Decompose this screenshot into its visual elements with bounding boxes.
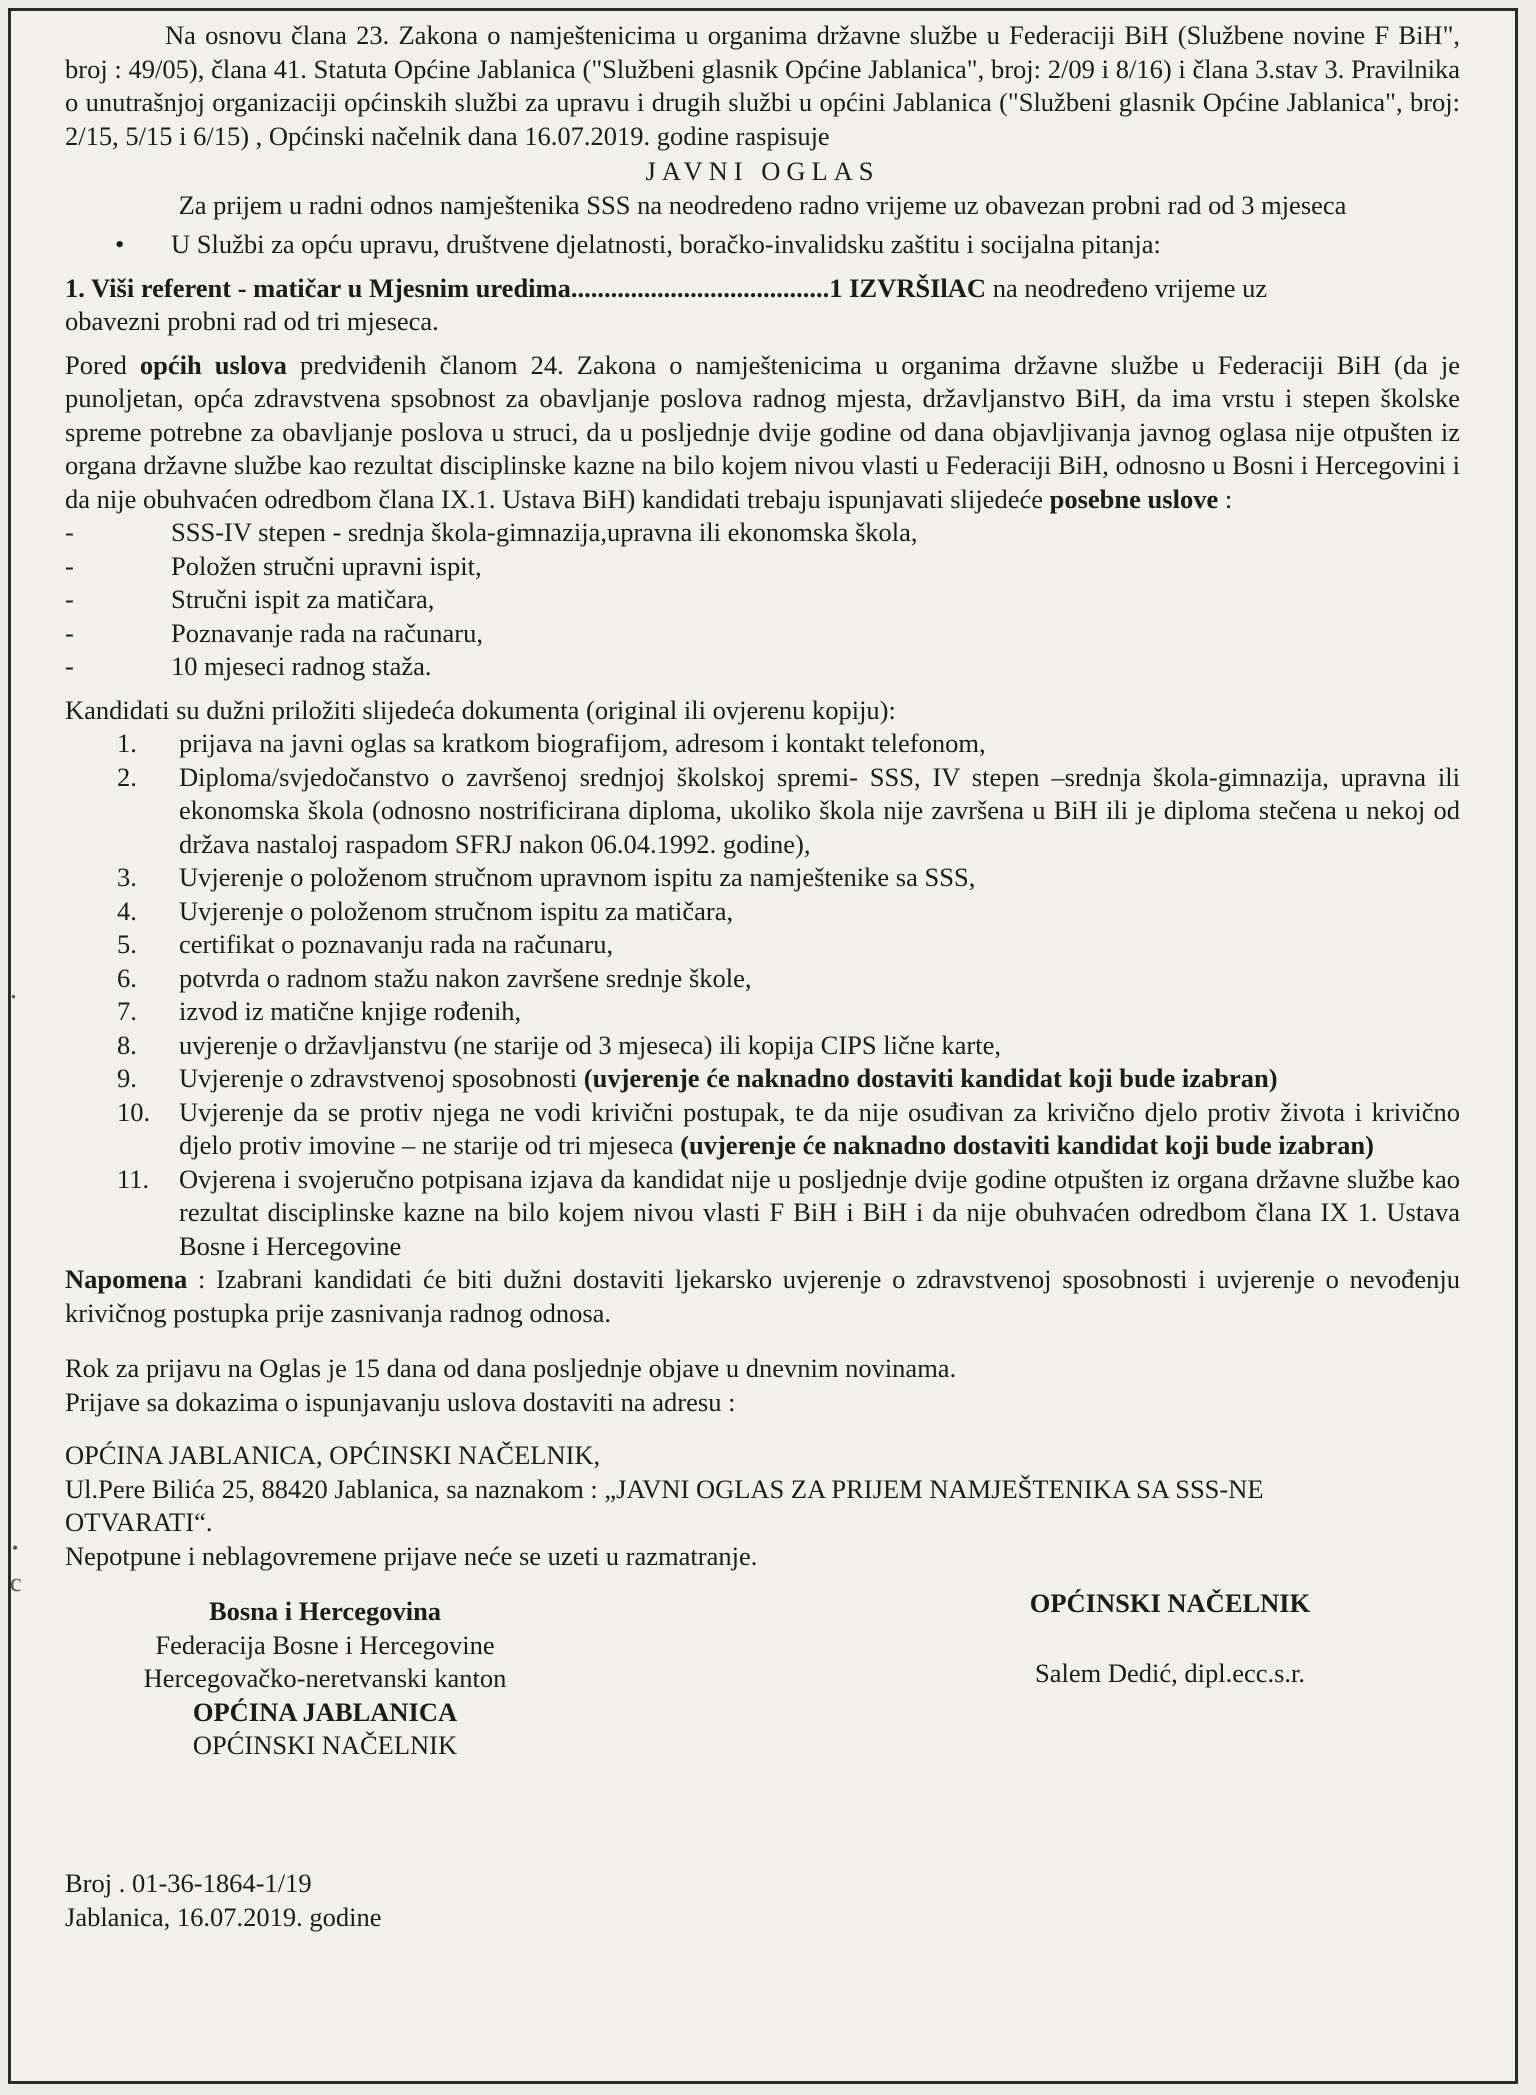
conditions-pre: Pored: [65, 349, 140, 380]
list-item: [65, 1163, 1460, 1264]
address-line-2: Ul.Pere Bilića 25, 88420 Jablanica, sa naznakom : „JAVNI OGLAS ZA PRIJEM NAMJEŠTENIKA SA SSS-NE: [65, 1473, 1264, 1504]
item-text-plain: Diploma/svjedočanstvo o završenoj srednjoj školskoj spremi- SSS, IV stepen –srednja škola-gimnazija, upravna ili ekonomska škola (odnosno nostrificirana diploma, ukoliko škola nije završena u BiH ili je diploma stečena u nekoj od država nastaloj raspadom SFRJ nakon 06.04.1992. godine),: [179, 761, 1460, 859]
sender-canton: Hercegovačko-neretvanski kanton: [143, 1663, 507, 1693]
item-text-plain: Uvjerenje o položenom stručnom ispitu za matičara,: [179, 895, 734, 926]
item-text: [179, 1029, 1460, 1063]
list-item: [65, 550, 1460, 584]
item-text-plain: izvod iz matične knjige rođenih,: [179, 996, 522, 1026]
incomplete-applications-note: Nepotpune i neblagovremene prijave neće se uzeti u razmatranje.: [65, 1540, 758, 1571]
address-line-1: OPĆINA JABLANICA, OPĆINSKI NAČELNIK,: [65, 1440, 601, 1470]
item-text-bold: (uvjerenje će naknadno dostaviti kandidat koji bude izabran): [583, 1063, 1278, 1093]
list-item: [65, 928, 1460, 962]
intro-line-2: novine F BiH", broj : 49/05), člana 41. Statuta Općine Jablanica ("Službeni glasnik Općine Jablanica", broj: 2/09 i: [65, 20, 1461, 84]
item-text: [179, 962, 1460, 996]
item-text: [179, 727, 1460, 761]
intro-line-5: raspisuje: [735, 120, 830, 151]
dash-mark: -: [65, 617, 74, 648]
service-line: [65, 228, 1460, 262]
item-number: 2.: [117, 761, 137, 792]
document-body: [65, 19, 1460, 1934]
document-frame: [8, 8, 1518, 2084]
item-text: [179, 995, 1460, 1029]
requirements-list: [65, 516, 1460, 684]
list-item: [65, 727, 1460, 761]
document-subtitle: Za prijem u radni odnos namještenika SSS na neodredeno radno vrijeme uz obavezan probni rad od 3 mjeseca: [178, 189, 1347, 220]
item-text: [179, 928, 1460, 962]
signatory-title: OPĆINSKI NAČELNIK: [1029, 1588, 1311, 1618]
document-title: JAVNI OGLAS: [645, 156, 880, 186]
special-conditions-label: posebne uslove: [1049, 483, 1219, 514]
item-text-plain: potvrda o radnom stažu nakon završene srednje škole,: [179, 962, 752, 993]
item-number: 5.: [117, 929, 137, 959]
requirement-text: Poznavanje rada na računaru,: [171, 617, 483, 648]
sender-municipality: OPĆINA JABLANICA: [192, 1696, 458, 1727]
list-item: [65, 650, 1460, 684]
list-item: [65, 861, 1460, 895]
list-item: [65, 516, 1460, 550]
dash-mark: -: [65, 550, 74, 581]
note-text: : Izabrani kandidati će biti dužni dostaviti ljekarsko uvjerenje o zdravstvenoj sposobnosti i uvjerenje o nevođenju krivičnog postupka prije zasnivanja radnog odnosa.: [65, 1264, 1460, 1328]
requirement-text: Stručni ispit za matičara,: [171, 584, 435, 614]
item-number: 10.: [117, 1096, 151, 1127]
sender-office: OPĆINSKI NAČELNIK: [192, 1730, 458, 1760]
signature-area: [65, 1587, 1460, 1847]
reference-date: Jablanica, 16.07.2019. godine: [65, 1901, 382, 1932]
conditions-body: predviđenih članom 24. Zakona o namještenicima u organima državne službe u Federaciji BiH (da je punoljetan, opća zdravstvena spsobnost za obavljanje poslova radnog mjesta, državljanstvo BiH, da ima vrstu i stepen školske spreme potrebne za obavljanje poslova u struci, da u posljednje dvije godine od dana objavljivanja javnog oglasa nije otpušten iz organa državne službe kao rezultat disciplinske kazne na bilo kojem nivou vlasti u Federaciji BiH, odnosno u Bosni i Hercegovini i da nije obuhvaćen odredbom člana IX.1. Ustava BiH) kandidati trebaju ispunjavati slijedeće: [65, 349, 1461, 514]
item-text-plain: Uvjerenje da se protiv njega ne vodi krivični postupak, te da nije osuđivan za krivično djelo protiv života i krivično djelo protiv imovine – ne starije od tri mjeseca: [179, 1096, 1460, 1160]
reference-number: Broj . 01-36-1864-1/19: [65, 1868, 312, 1898]
dash-mark: -: [65, 584, 74, 614]
submit-instructions: Prijave sa dokazima o ispunjavanju uslova dostaviti na adresu :: [65, 1386, 736, 1417]
item-text-plain: prijava na javni oglas sa kratkom biografijom, adresom i kontakt telefonom,: [179, 728, 986, 758]
item-text: [179, 1163, 1460, 1264]
list-item: [65, 1096, 1460, 1163]
item-number: 1.: [117, 728, 137, 758]
position-heading: [65, 272, 1460, 339]
item-text: [179, 761, 1460, 862]
item-text: [179, 861, 1460, 895]
sender-block: [65, 1587, 585, 1763]
dash-mark: -: [65, 517, 74, 547]
bullet-mark: •: [115, 229, 125, 259]
list-item: [65, 962, 1460, 996]
margin-mark-2: •: [12, 1538, 19, 1558]
item-text-bold: (uvjerenje će naknadno dostaviti kandidat koji bude izabran): [680, 1130, 1374, 1160]
item-text-plain: Uvjerenje o zdravstvenoj sposobnosti: [179, 1063, 584, 1093]
note-label: Napomena: [65, 1264, 188, 1294]
item-text-plain: uvjerenje o državljanstvu (ne starije od 3 mjeseca) ili kopija CIPS lične karte,: [179, 1029, 1001, 1060]
item-number: 8.: [117, 1029, 137, 1060]
general-conditions-label: općih uslova: [139, 349, 287, 380]
item-text: [179, 1062, 1460, 1096]
list-item: [65, 1062, 1460, 1096]
list-item: [65, 895, 1460, 929]
position-rest: na neodređeno vrijeme uz: [986, 272, 1268, 303]
documents-list: [65, 727, 1460, 1263]
list-item: [65, 583, 1460, 617]
margin-mark-3: c: [10, 1568, 22, 1597]
documents-intro: Kandidati su dužni priložiti slijedeća dokumenta (original ili ovjerenu kopiju):: [65, 694, 896, 725]
intro-line-1: Na osnovu člana 23. Zakona o namještenicima u organima državne službe u Federaciji BiH (Službene: [165, 20, 1284, 50]
item-number: 4.: [117, 895, 137, 926]
intro-paragraph: [65, 19, 1460, 153]
item-text-plain: certifikat o poznavanju rada na računaru,: [179, 929, 614, 959]
item-number: 11.: [117, 1163, 150, 1194]
requirement-text: SSS-IV stepen - srednja škola-gimnazija,upravna ili ekonomska škola,: [171, 517, 918, 547]
list-item: [65, 617, 1460, 651]
conditions-end: :: [1218, 483, 1233, 514]
item-number: 3.: [117, 862, 137, 892]
margin-mark-1: ⸱: [10, 983, 17, 1012]
signatory-name: Salem Dedić, dipl.ecc.s.r.: [1034, 1657, 1306, 1688]
intro-line-4: Jablanica ("Službeni glasnik Općine Jablanica", broj: 2/15, 5/15 i 6/15) , Općinski načelnik dana 16.07.2019. godine: [65, 87, 1461, 151]
list-item: [65, 1029, 1460, 1063]
note-paragraph: [65, 1263, 1460, 1330]
requirement-text: 10 mjeseci radnog staža.: [171, 651, 432, 681]
position-title: 1. Viši referent - matičar u Mjesnim uredima.......................................1 IZVRŠIlAC: [65, 272, 987, 303]
item-text: [179, 1096, 1460, 1163]
address-line-3: OTVARATI“.: [65, 1507, 213, 1537]
deadline-text: Rok za prijavu na Oglas je 15 dana od dana posljednje objave u dnevnim novinama.: [65, 1353, 957, 1383]
sender-country: Bosna i Hercegovina: [208, 1596, 442, 1626]
item-text-plain: Ovjerena i svojeručno potpisana izjava da kandidat nije u posljednje dvije godine otpušten iz organa državne službe kao rezultat disciplinske kazne na bilo kojem nivou vlasti F BiH i BiH i da nije obuhvaćen odredbom člana IX 1. Ustava Bosne i Hercegovine: [179, 1163, 1460, 1261]
item-number: 9.: [117, 1063, 137, 1093]
conditions-paragraph: [65, 349, 1460, 517]
requirement-text: Položen stručni upravni ispit,: [171, 550, 482, 581]
service-text: U Službi za opću upravu, društvene djelatnosti, boračko-invalidsku zaštitu i socijalna pitanja:: [171, 229, 1161, 259]
list-item: [65, 995, 1460, 1029]
dash-mark: -: [65, 651, 74, 681]
intro-line-3: 8/16) i člana 3.stav 3. Pravilnika o unutrašnjoj organizaciji općinskih službi za upravu i drugih službi u općini: [65, 53, 1461, 117]
signatory-block: [920, 1587, 1420, 1690]
item-text: [179, 895, 1460, 929]
position-line-2: obavezni probni rad od tri mjeseca.: [65, 306, 439, 336]
list-item: [65, 761, 1460, 862]
item-text-plain: Uvjerenje o položenom stručnom upravnom ispitu za namještenike sa SSS,: [179, 862, 976, 892]
sender-federation: Federacija Bosne i Hercegovine: [155, 1629, 495, 1660]
item-number: 7.: [117, 996, 137, 1026]
item-number: 6.: [117, 962, 137, 993]
